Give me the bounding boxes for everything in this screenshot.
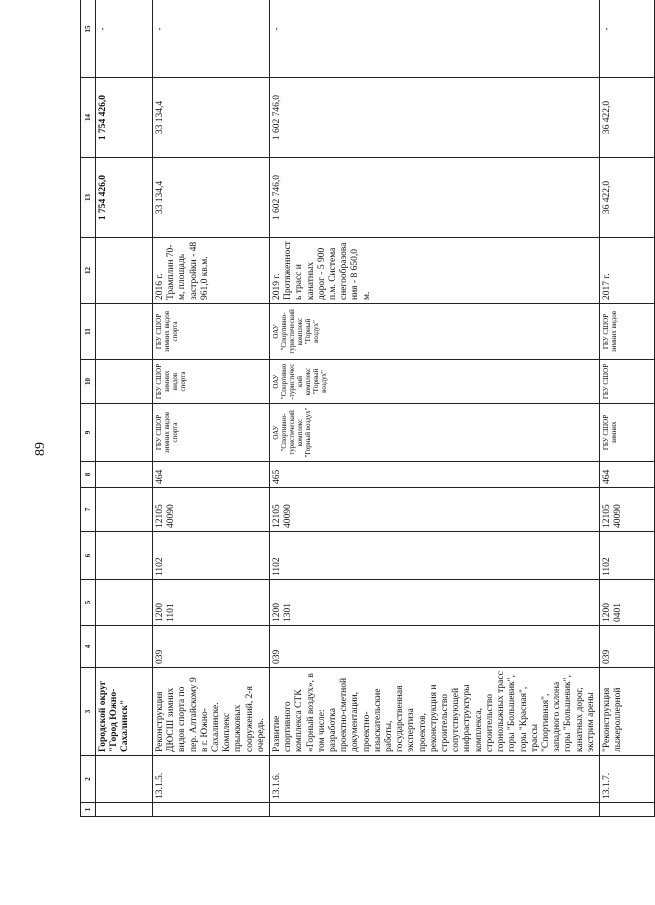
header-cell: 2 [81, 756, 96, 803]
header-cell: 7 [81, 488, 96, 532]
empty-cell [96, 532, 153, 580]
cell-c6: 1102 [270, 532, 600, 580]
cell-c11: ГБУ СШОР зимних видов спорта [153, 304, 270, 360]
table-row [599, 0, 654, 817]
cell-c7: 12105 40090 [270, 488, 600, 532]
empty-cell [96, 238, 153, 304]
cell-c5: 1200 0401 [599, 580, 654, 626]
budget-table [80, 0, 655, 817]
page-number: 89 [33, 442, 48, 456]
header-cell: 14 [81, 78, 96, 158]
empty-cell [96, 488, 153, 532]
cell-c13: 36 422,0 [599, 158, 654, 238]
cell-c6: 1102 [599, 532, 654, 580]
row-name: Развитие спортивного комплекса СТК «Горный воздух», в том числе: разработка проектно-сметной документации, проектно-изыскательские работы, государственная экспертиза проектов, реконструкция и строительство сопутствующей инфраструктуры комплекса, строительство горнолыжных трасс горы "Большевик", горы "Красная", трассы "Спортивная", западного склона горы "Большевик", канатных дорог, экстрим арены [270, 668, 600, 756]
cell-c15: - [270, 0, 600, 78]
header-cell: 8 [81, 462, 96, 488]
rotated-sheet [80, 25, 624, 817]
header-cell: 1 [81, 803, 96, 817]
cell-c7: 12105 40090 [153, 488, 270, 532]
cell-c5: 1200 1301 [270, 580, 600, 626]
cell-c4: 039 [153, 626, 270, 668]
header-cell: 3 [81, 668, 96, 756]
cell-c12: 2016 г. Трамплин 70-м, площадь застройки - 48 961,0 кв.м. [153, 238, 270, 304]
header-cell: 15 [81, 0, 96, 78]
header-cell: 4 [81, 626, 96, 668]
empty-cell [96, 580, 153, 626]
cell-c4: 039 [270, 626, 600, 668]
cell-c9: ГБУ СШОР зимних [599, 404, 654, 462]
header-cell: 13 [81, 158, 96, 238]
cell-c5: 1200 1101 [153, 580, 270, 626]
district-dash: - [96, 0, 153, 78]
cell-c10: ОАУ "Спортивно-туристический комплекс "Горный воздух" [270, 360, 600, 404]
empty-cell [96, 756, 153, 803]
empty-cell [96, 626, 153, 668]
empty-cell [96, 304, 153, 360]
header-row [81, 0, 96, 817]
cell-c12: 2017 г. [599, 238, 654, 304]
empty-cell [599, 803, 654, 817]
empty-cell [96, 462, 153, 488]
header-cell: 5 [81, 580, 96, 626]
header-cell: 6 [81, 532, 96, 580]
district-total-13: 1 754 426,0 [96, 158, 153, 238]
row-name: Реконструкция ДЮСШ зимних видов спорта по пер. Алтайскому 9 в г. Южно-Сахалинске. Комплекс прыжковых сооружений, 2-я очередь. [153, 668, 270, 756]
district-total-14: 1 754 426,0 [96, 78, 153, 158]
cell-c13: 33 134,4 [153, 158, 270, 238]
cell-c15: - [153, 0, 270, 78]
cell-c12: 2019 г. Протяженность трасс и канатных дорог - 5 900 п.м. Система снегообразования - 8 650,0 м. [270, 238, 600, 304]
cell-c9: ОАУ "Спортивно-туристический комплекс "Горный воздух" [270, 404, 600, 462]
cell-c11: ОАУ "Спортивно-туристический комплекс "Горный воздух" [270, 304, 600, 360]
cell-c13: 1 602 746,0 [270, 158, 600, 238]
cell-c14: 36 422,0 [599, 78, 654, 158]
empty-cell [270, 803, 600, 817]
empty-cell [96, 803, 153, 817]
district-name: Городской округ "Город Южно-Сахалинск" [96, 668, 153, 756]
district-row [96, 0, 153, 817]
cell-c7: 12105 40090 [599, 488, 654, 532]
cell-c10: ГБУ СШОР зимних видов спорта [153, 360, 270, 404]
row-code: 13.1.7. [599, 756, 654, 803]
empty-cell [153, 803, 270, 817]
row-code: 13.1.6. [270, 756, 600, 803]
cell-c15: - [599, 0, 654, 78]
header-cell: 9 [81, 404, 96, 462]
cell-c8: 464 [153, 462, 270, 488]
header-cell: 10 [81, 360, 96, 404]
cell-c14: 33 134,4 [153, 78, 270, 158]
cell-c9: ГБУ СШОР зимних видов спорта [153, 404, 270, 462]
table-row [153, 0, 270, 817]
table-row [270, 0, 600, 817]
header-cell: 12 [81, 238, 96, 304]
empty-cell [96, 360, 153, 404]
table-frame [80, 25, 624, 817]
header-cell: 11 [81, 304, 96, 360]
row-code: 13.1.5. [153, 756, 270, 803]
cell-c8: 465 [270, 462, 600, 488]
cell-c14: 1 602 746,0 [270, 78, 600, 158]
cell-c8: 464 [599, 462, 654, 488]
cell-c4: 039 [599, 626, 654, 668]
cell-c10: ГБУ СШОР [599, 360, 654, 404]
empty-cell [96, 404, 153, 462]
cell-c11: ГБУ СШОР зимних видов [599, 304, 654, 360]
cell-c6: 1102 [153, 532, 270, 580]
row-name: "Реконструкция лыжероллерной [599, 668, 654, 756]
